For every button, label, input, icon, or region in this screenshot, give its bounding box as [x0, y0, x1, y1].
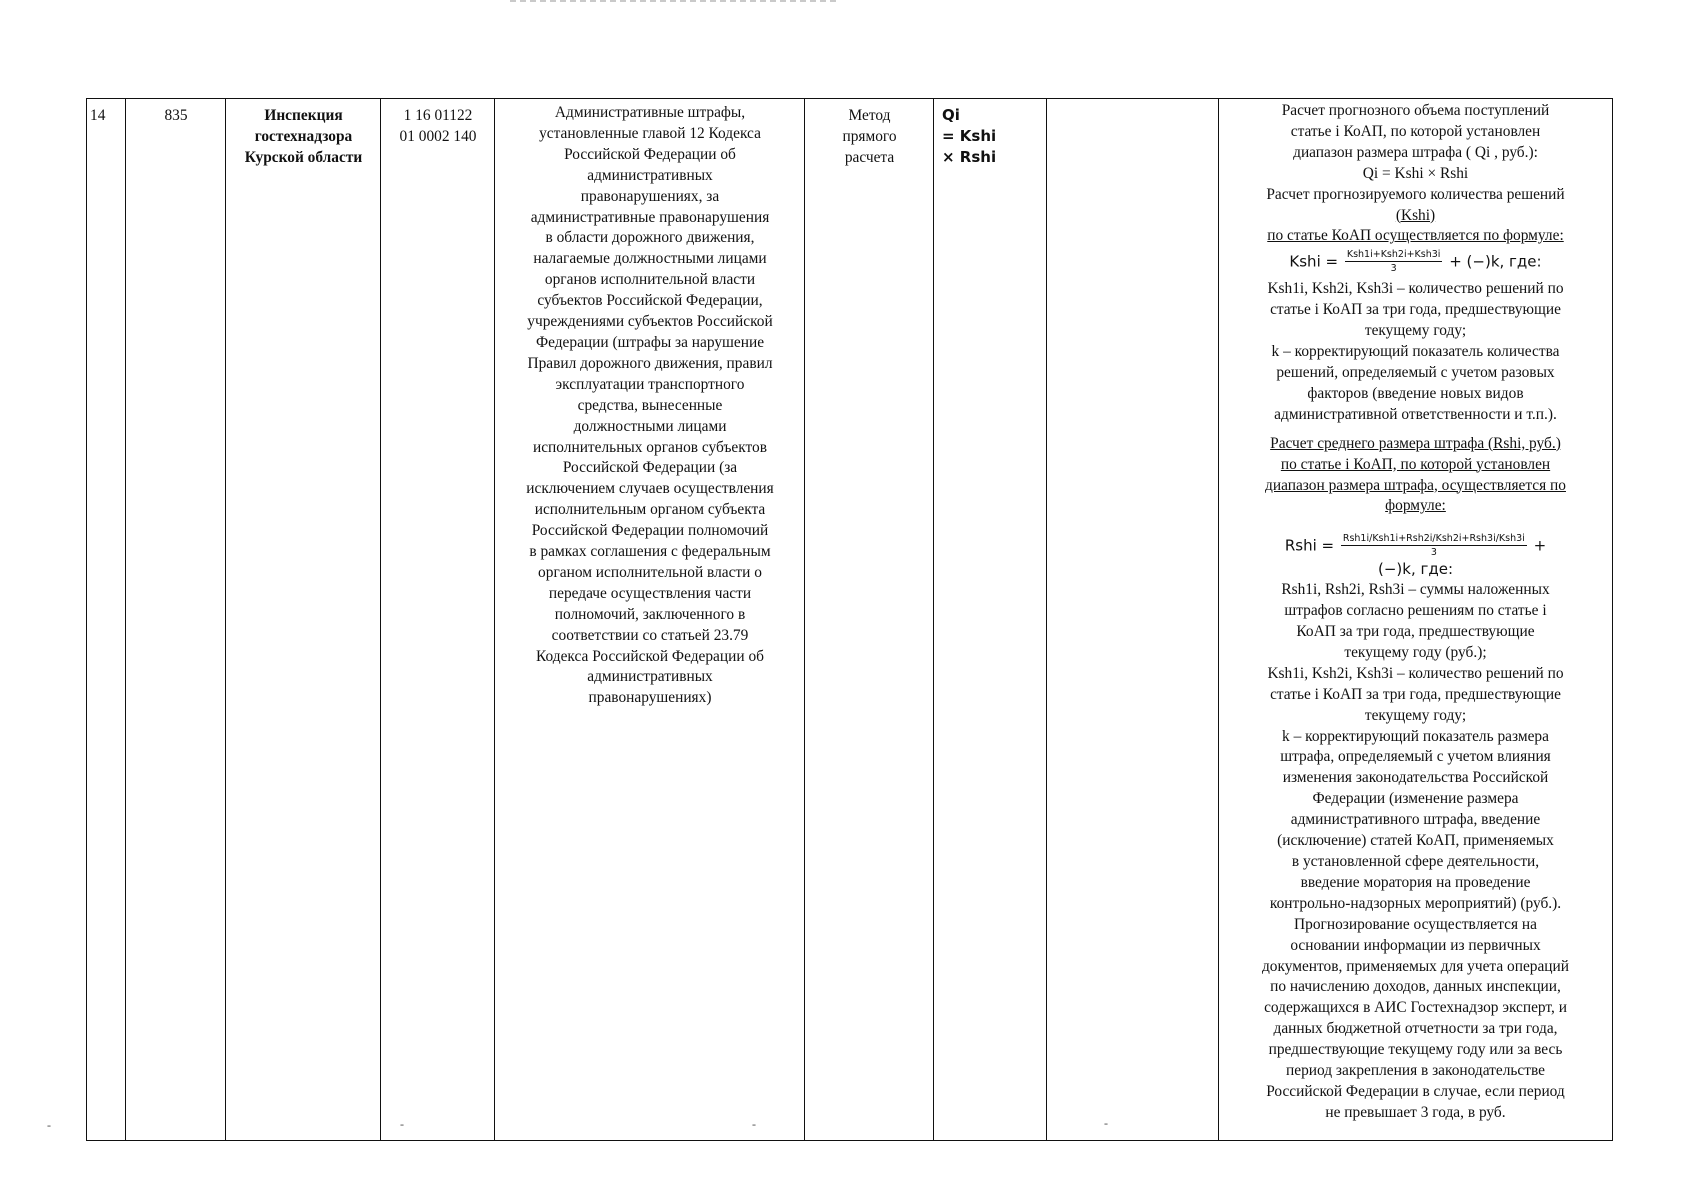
desc-bottom-line: КоАП за три года, предшествующие	[1296, 623, 1535, 641]
desc-bottom-line: текущему году (руб.);	[1344, 643, 1487, 661]
desc-bottom-line: Прогнозирование осуществляется на	[1294, 915, 1537, 933]
rshi-formula-cont: (−)k, где:	[1377, 560, 1454, 579]
desc-mid-line: Ksh1i, Ksh2i, Ksh3i – количество решений по	[1267, 280, 1564, 298]
desc-mid-line: административной ответственности и т.п.).	[1274, 405, 1557, 423]
row-number: 14	[90, 107, 106, 124]
name-cell-line: эксплуатации транспортного	[555, 375, 745, 393]
name-cell-line: правонарушениях, за	[580, 187, 720, 205]
col-kbk	[381, 99, 495, 1140]
name-cell-line: Административные штрафы,	[554, 104, 746, 121]
name-cell-line: административные правонарушения	[530, 208, 770, 226]
desc-bottom-line: изменения законодательства Российской	[1282, 769, 1549, 787]
name-cell-line: Российской Федерации полномочий	[531, 522, 769, 540]
desc-bottom-line: контрольно-надзорных мероприятий) (руб.).	[1269, 894, 1562, 912]
name-cell-line: Российской Федерации об	[564, 145, 736, 163]
desc-kshi-u-line: по статье КоАП осуществляется по формуле:	[1267, 227, 1564, 245]
name-cell-line: Правил дорожного движения, правил	[527, 354, 773, 372]
desc-kshi-u-line: (Kshi)	[1395, 206, 1436, 224]
desc-top-line: диапазон размера штрафа ( Qi , руб.):	[1293, 143, 1538, 161]
name-cell-line: исключением случаев осуществления	[526, 480, 774, 498]
row-code: 835	[164, 107, 188, 124]
name-cell-line: налагаемые должностными лицами	[533, 250, 767, 268]
desc-bottom-line: статье i КоАП за три года, предшествующие	[1270, 685, 1561, 703]
name-cell-line: в области дорожного движения,	[545, 229, 755, 247]
row-formula: Qi = Kshi × Rshi	[942, 106, 997, 166]
desc-bottom-line: период закрепления в законодательстве	[1286, 1062, 1545, 1080]
desc-top-line: статье i КоАП, по которой установлен	[1290, 122, 1541, 140]
col-method	[805, 99, 934, 1140]
desc-mid-line: факторов (введение новых видов	[1307, 384, 1524, 402]
name-cell-line: установленные главой 12 Кодекса	[539, 124, 761, 142]
desc-bottom-line: в установленной сфере деятельности,	[1291, 853, 1540, 870]
desc-bottom-line: (исключение) статей КоАП, применяемых	[1277, 832, 1554, 850]
desc-top-line: Расчет прогнозного объема поступлений	[1281, 102, 1550, 119]
data-table	[86, 98, 1613, 1141]
desc-top-line: Qi = Kshi × Rshi	[1362, 164, 1469, 182]
col-formula	[934, 99, 1047, 1140]
desc-bottom-line: предшествующие текущему году или за весь	[1268, 1041, 1563, 1059]
name-cell-line: Федерации (штрафы за нарушение	[535, 333, 765, 351]
desc-bottom-line: административного штрафа, введение	[1290, 811, 1541, 829]
desc-bottom-line: Ksh1i, Ksh2i, Ksh3i – количество решений по	[1267, 664, 1564, 682]
col-empty	[1047, 99, 1219, 1140]
desc-bottom-line: текущему году;	[1364, 706, 1467, 724]
desc-bottom-line: данных бюджетной отчетности за три года,	[1273, 1020, 1558, 1038]
desc-bottom-line: содержащихся в АИС Гостехнадзор эксперт, и	[1264, 999, 1567, 1017]
col-org	[226, 99, 381, 1140]
scan-artifact	[510, 0, 840, 2]
desc-mid-line: текущему году;	[1364, 322, 1467, 340]
name-cell-line: учреждениями субъектов Российской	[527, 313, 773, 331]
desc-top-line: Расчет прогнозируемого количества решений	[1266, 185, 1565, 203]
desc-bottom-line: k – корректирующий показатель размера	[1282, 727, 1549, 745]
desc-mid	[1219, 279, 1612, 425]
desc-bottom-line: Rsh1i, Rsh2i, Rsh3i – суммы наложенных	[1281, 581, 1550, 599]
desc-kshi-header	[1219, 206, 1612, 248]
name-cell-line: органов исполнительной власти	[544, 271, 756, 289]
desc-bottom-line: Федерации (изменение размера	[1312, 790, 1519, 808]
rshi-formula: Rshi = $\frac{\text{Rsh1i/Ksh1i+Rsh2i/Ksh2i+Rsh3i/Ksh3i}}{3}$ +	[1284, 533, 1547, 559]
name-cell-line: передаче осуществления части	[548, 584, 752, 602]
desc-mid-line: статье i КоАП за три года, предшествующие	[1270, 301, 1561, 319]
col-number	[87, 99, 126, 1140]
name-cell-line: средства, вынесенные	[577, 396, 723, 414]
desc-bottom-line: Российской Федерации в случае, если период	[1266, 1082, 1565, 1100]
col-code	[126, 99, 226, 1140]
desc-mid-line: решений, определяемый с учетом разовых	[1276, 363, 1555, 381]
desc-bottom	[1219, 580, 1612, 1124]
desc-rshi-u-line: формуле:	[1385, 497, 1446, 515]
name-cell-line: соответствии со статьей 23.79	[551, 626, 749, 644]
desc-bottom-line: не превышает 3 года, в руб.	[1325, 1103, 1506, 1121]
name-cell-line: исполнительным органом субъекта	[534, 501, 766, 519]
name-cell-line: в рамках соглашения с федеральным	[529, 543, 771, 561]
desc-bottom-line: основании информации из первичных	[1290, 936, 1541, 954]
desc-bottom-line: введение моратория на проведение	[1300, 873, 1531, 891]
desc-rshi-u-line: по статье i КоАП, по которой установлен	[1280, 455, 1551, 473]
desc-bottom-line: документов, применяемых для учета операций	[1261, 957, 1570, 975]
desc-rshi-u-line: диапазон размера штрафа, осуществляется по	[1265, 476, 1566, 494]
name-cell-line: административных	[587, 668, 713, 686]
name-cell-line: субъектов Российской Федерации,	[537, 292, 763, 310]
row-kbk: 1 16 01122 01 0002 140	[399, 107, 477, 145]
name-cell-line: исполнительных органов субъектов	[532, 438, 768, 456]
desc-bottom-line: штрафов согласно решениям по статье i	[1284, 602, 1547, 620]
desc-rshi-u-line: Расчет среднего размера штрафа (Rshi, руб.)	[1270, 434, 1561, 452]
desc-bottom-line: штрафа, определяемый с учетом влияния	[1280, 748, 1551, 766]
row-name	[495, 103, 805, 709]
desc-rshi-header	[1219, 434, 1612, 518]
desc-mid-line: k – корректирующий показатель количества	[1271, 343, 1560, 361]
name-cell-line: должностными лицами	[573, 417, 727, 435]
name-cell-line: Кодекса Российской Федерации об	[536, 647, 764, 665]
desc-top	[1219, 101, 1612, 206]
name-cell-line: Российской Федерации (за	[562, 459, 738, 477]
name-cell-line: административных	[587, 166, 713, 184]
desc-bottom-line: по начислению доходов, данных инспекции,	[1270, 978, 1561, 996]
row-description	[1219, 101, 1612, 1124]
kshi-formula: Kshi = $\frac{\text{Ksh1i+Ksh2i+Ksh3i}}{3}$ + (−)k, где:	[1289, 249, 1542, 275]
name-cell-line: полномочий, заключенного в	[554, 605, 746, 623]
row-org: Инспекция гостехнадзора Курской области	[244, 107, 363, 166]
name-cell-line: правонарушениях)	[588, 689, 712, 707]
row-method: Метод прямого расчета	[842, 107, 897, 166]
name-cell-line: органом исполнительной власти о	[538, 563, 762, 581]
